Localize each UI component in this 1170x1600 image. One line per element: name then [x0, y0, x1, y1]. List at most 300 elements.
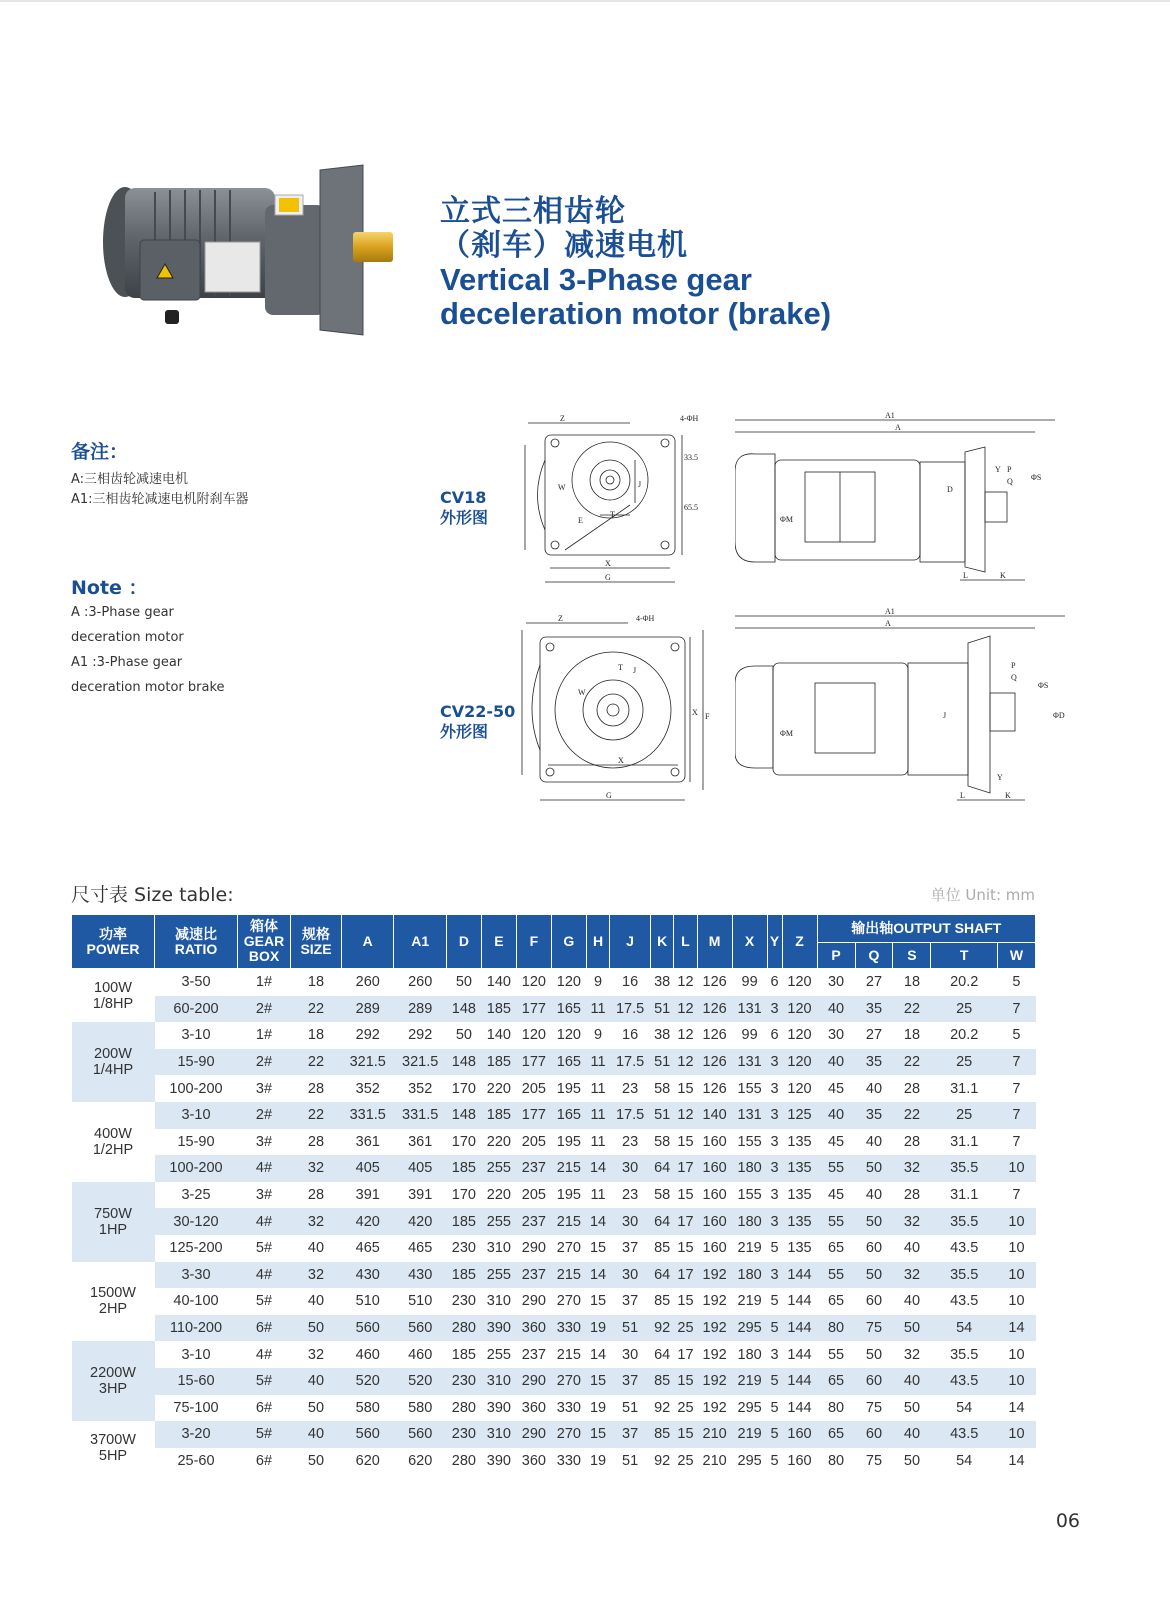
table-cell: 135	[787, 1240, 812, 1257]
table-cell: 25-60	[177, 1452, 215, 1469]
notes-cn	[71, 437, 249, 510]
table-cell: 14	[589, 1346, 607, 1363]
power-cell	[72, 1421, 155, 1474]
table-cell: 12	[674, 1049, 697, 1076]
table-cell: 40	[865, 1187, 883, 1204]
table-cell: 520	[394, 1368, 446, 1395]
table-cell: 32	[893, 1262, 931, 1289]
table-cell: 460	[408, 1346, 433, 1363]
table-cell: 205	[521, 1133, 546, 1150]
table-row	[72, 1022, 1036, 1049]
dim-d-2: ΦD	[1053, 711, 1065, 720]
table-cell: 31.1	[950, 1187, 979, 1204]
table-cell: 2#	[238, 1102, 291, 1129]
table-cell: 30	[827, 974, 845, 991]
table-cell: 215	[551, 1262, 586, 1289]
table-cell: 260	[408, 974, 433, 991]
table-cell: 22	[893, 1049, 931, 1076]
table-cell: 65	[817, 1421, 855, 1448]
notes-en	[71, 573, 225, 700]
notes-en-line3: A1 :3-Phase gear	[71, 655, 183, 670]
table-cell: 35	[855, 996, 893, 1023]
table-cell: 64	[650, 1155, 673, 1182]
table-cell: 520	[342, 1368, 394, 1395]
table-cell: 2#	[238, 1049, 291, 1076]
power-watts: 400W	[94, 1125, 132, 1142]
dim-k-2: K	[1005, 791, 1011, 800]
table-cell: 289	[342, 996, 394, 1023]
table-cell: 4#	[255, 1346, 273, 1363]
table-cell: 360	[521, 1452, 546, 1469]
table-cell: 185	[446, 1155, 481, 1182]
table-row	[72, 1075, 1036, 1102]
table-cell: 255	[481, 1155, 516, 1182]
dim-a1: A1	[885, 412, 895, 420]
power-hp: 1/2HP	[92, 1141, 134, 1158]
power-watts: 750W	[94, 1205, 132, 1222]
table-row	[72, 1182, 1036, 1209]
table-cell: 237	[516, 1262, 551, 1289]
table-cell: 3-10	[181, 1346, 211, 1363]
table-row	[72, 969, 1036, 996]
table-cell: 560	[394, 1421, 446, 1448]
table-cell: 30-120	[155, 1208, 238, 1235]
table-row	[72, 1155, 1036, 1182]
table-cell: 25	[931, 1049, 997, 1076]
table-cell: 3-50	[181, 974, 211, 991]
table-cell: 32	[307, 1346, 325, 1363]
table-cell: 37	[610, 1368, 651, 1395]
table-cell: 405	[342, 1155, 394, 1182]
dim-y-2: Y	[997, 773, 1003, 782]
table-cell: 290	[521, 1240, 546, 1257]
table-cell: 51	[650, 1102, 673, 1129]
table-cell: 7	[1012, 1133, 1021, 1150]
table-cell: 99	[741, 974, 758, 991]
table-cell: 160	[702, 1133, 727, 1150]
table-cell: 100-200	[155, 1155, 238, 1182]
table-cell: 390	[486, 1399, 511, 1416]
table-cell: 140	[486, 974, 511, 991]
table-cell: 219	[732, 1421, 767, 1448]
header-power: 功率 POWER	[72, 915, 155, 969]
table-cell: 25	[677, 1452, 694, 1469]
table-cell: 28	[307, 1187, 325, 1204]
table-cell: 40	[893, 1368, 931, 1395]
table-cell: 391	[355, 1187, 380, 1204]
dim-a-2: A	[885, 619, 891, 628]
table-cell: 205	[521, 1187, 546, 1204]
table-cell: 40	[307, 1293, 325, 1310]
notes-en-line4: deceration motor brake	[71, 680, 225, 695]
dim-q: Q	[1007, 477, 1013, 486]
table-cell: 15	[589, 1293, 607, 1310]
header-col-j: J	[610, 915, 651, 969]
table-cell: 35	[855, 1049, 893, 1076]
table-cell: 185	[451, 1346, 476, 1363]
table-cell: 360	[521, 1399, 546, 1416]
dim-w-2: W	[578, 688, 586, 697]
table-cell: 205	[521, 1080, 546, 1097]
table-cell: 270	[551, 1368, 586, 1395]
table-cell: 92	[654, 1399, 671, 1416]
table-cell: 22	[291, 1049, 342, 1076]
dim-m-2: ΦM	[780, 729, 793, 738]
table-cell: 3	[767, 1262, 782, 1289]
table-cell: 5	[767, 1315, 782, 1342]
table-cell: 310	[481, 1368, 516, 1395]
table-cell: 148	[446, 1102, 481, 1129]
table-cell: 230	[446, 1368, 481, 1395]
product-title	[440, 195, 831, 331]
table-cell: 7	[997, 1102, 1035, 1129]
table-cell: 23	[622, 1187, 639, 1204]
table-cell: 120	[787, 1027, 812, 1044]
cv22-model: CV22-50	[440, 702, 516, 721]
header-col-q: Q	[855, 943, 893, 969]
table-cell: 4#	[238, 1208, 291, 1235]
table-cell: 430	[342, 1262, 394, 1289]
table-cell: 28	[903, 1080, 921, 1097]
table-cell: 120	[787, 1080, 812, 1097]
header-col-x: X	[732, 915, 767, 969]
table-cell: 5	[767, 1421, 782, 1448]
header-col-h: H	[586, 915, 609, 969]
table-cell: 330	[551, 1315, 586, 1342]
table-cell: 18	[903, 1027, 921, 1044]
dim-x-v: X	[692, 708, 698, 717]
title-en-line2: deceleration motor (brake)	[440, 296, 832, 331]
table-cell: 14	[586, 1262, 609, 1289]
table-cell: 192	[702, 1293, 727, 1310]
dim-y: Y	[995, 465, 1001, 474]
table-cell: 51	[650, 996, 673, 1023]
table-cell: 290	[516, 1368, 551, 1395]
table-cell: 5	[767, 1368, 782, 1395]
table-cell: 3#	[255, 1080, 273, 1097]
table-cell: 15-90	[177, 1133, 215, 1150]
table-row	[72, 1262, 1036, 1289]
table-cell: 620	[408, 1452, 433, 1469]
table-cell: 43.5	[950, 1240, 979, 1257]
table-cell: 5#	[255, 1240, 273, 1257]
table-cell: 3	[770, 1133, 779, 1150]
table-cell: 510	[408, 1293, 433, 1310]
header-col-m: M	[697, 915, 732, 969]
table-cell: 50	[455, 1027, 472, 1044]
table-cell: 32	[291, 1262, 342, 1289]
table-cell: 255	[486, 1346, 511, 1363]
table-cell: 40	[291, 1421, 342, 1448]
table-cell: 50	[903, 1399, 921, 1416]
table-cell: 28	[903, 1133, 921, 1150]
table-cell: 390	[486, 1452, 511, 1469]
dim-a: A	[895, 423, 901, 432]
table-cell: 210	[702, 1452, 727, 1469]
table-cell: 160	[697, 1208, 732, 1235]
table-cell: 22	[291, 1102, 342, 1129]
header-ratio: 减速比 RATIO	[155, 915, 238, 969]
table-cell: 15	[677, 1133, 694, 1150]
table-cell: 5	[770, 1399, 779, 1416]
table-cell: 38	[654, 1027, 671, 1044]
table-cell: 165	[551, 1102, 586, 1129]
table-cell: 361	[355, 1133, 380, 1150]
table-cell: 40	[291, 1368, 342, 1395]
table-cell: 10	[1008, 1293, 1025, 1310]
table-cell: 195	[556, 1080, 581, 1097]
power-cell	[72, 1182, 155, 1262]
table-cell: 54	[931, 1315, 997, 1342]
table-cell: 14	[1008, 1399, 1025, 1416]
table-cell: 85	[650, 1421, 673, 1448]
table-cell: 85	[654, 1240, 671, 1257]
table-cell: 30	[610, 1155, 651, 1182]
table-cell: 215	[556, 1346, 581, 1363]
size-table	[71, 914, 1036, 1474]
table-cell: 3-30	[155, 1262, 238, 1289]
table-cell: 510	[355, 1293, 380, 1310]
table-cell: 99	[741, 1027, 758, 1044]
table-cell: 195	[556, 1133, 581, 1150]
table-cell: 50	[307, 1452, 325, 1469]
table-cell: 126	[702, 1080, 727, 1097]
table-cell: 9	[593, 974, 603, 991]
table-cell: 75-100	[173, 1399, 219, 1416]
table-row	[72, 1421, 1036, 1448]
table-cell: 15-90	[155, 1049, 238, 1076]
table-cell: 12	[674, 1102, 697, 1129]
table-cell: 165	[551, 1049, 586, 1076]
table-cell: 237	[521, 1346, 546, 1363]
dim-j-3: J	[943, 711, 947, 720]
table-cell: 58	[654, 1133, 671, 1150]
table-cell: 51	[622, 1452, 639, 1469]
table-cell: 3	[770, 1346, 779, 1363]
table-cell: 15-60	[155, 1368, 238, 1395]
table-cell: 219	[737, 1293, 762, 1310]
table-cell: 125	[782, 1102, 817, 1129]
table-cell: 290	[521, 1293, 546, 1310]
table-cell: 45	[827, 1080, 845, 1097]
table-cell: 3-10	[155, 1102, 238, 1129]
table-cell: 10	[997, 1155, 1035, 1182]
table-row	[72, 1395, 1036, 1422]
table-cell: 15	[677, 1293, 694, 1310]
table-cell: 7	[1012, 1187, 1021, 1204]
table-cell: 390	[481, 1315, 516, 1342]
table-cell: 255	[481, 1262, 516, 1289]
table-cell: 185	[481, 996, 516, 1023]
dim-f: F	[705, 712, 710, 721]
table-cell: 560	[342, 1315, 394, 1342]
table-cell: 144	[787, 1293, 812, 1310]
table-cell: 135	[782, 1208, 817, 1235]
table-cell: 280	[446, 1315, 481, 1342]
power-cell	[72, 1262, 155, 1342]
table-cell: 237	[516, 1155, 551, 1182]
table-cell: 580	[355, 1399, 380, 1416]
table-cell: 352	[408, 1080, 433, 1097]
table-cell: 215	[551, 1155, 586, 1182]
table-cell: 420	[394, 1208, 446, 1235]
page-number: 06	[1055, 1510, 1080, 1532]
table-cell: 40	[817, 1049, 855, 1076]
dim-l-2: L	[960, 791, 965, 800]
table-cell: 126	[702, 974, 727, 991]
header-size: 规格 SIZE	[291, 915, 342, 969]
dim-s: ΦS	[1031, 473, 1042, 482]
table-cell: 15	[589, 1240, 607, 1257]
table-cell: 40-100	[173, 1293, 219, 1310]
table-row	[72, 1315, 1036, 1342]
table-cell: 40	[903, 1240, 921, 1257]
header-col-s: S	[893, 943, 931, 969]
table-cell: 51	[610, 1315, 651, 1342]
table-cell: 58	[654, 1187, 671, 1204]
table-cell: 330	[556, 1399, 581, 1416]
table-cell: 292	[355, 1027, 380, 1044]
table-cell: 140	[486, 1027, 511, 1044]
table-cell: 361	[408, 1133, 433, 1150]
table-cell: 40	[893, 1421, 931, 1448]
table-cell: 25	[931, 1102, 997, 1129]
table-cell: 10	[1008, 1346, 1025, 1363]
table-cell: 420	[342, 1208, 394, 1235]
table-cell: 331.5	[394, 1102, 446, 1129]
table-cell: 192	[702, 1346, 727, 1363]
table-cell: 58	[654, 1080, 671, 1097]
table-cell: 126	[697, 996, 732, 1023]
table-cell: 85	[650, 1368, 673, 1395]
cv22-side-drawing	[735, 608, 1070, 808]
cv22-front-drawing	[518, 615, 718, 810]
table-cell: 5	[770, 1240, 779, 1257]
power-cell	[72, 1102, 155, 1182]
table-cell: 3-25	[181, 1187, 211, 1204]
table-cell: 85	[654, 1293, 671, 1310]
table-cell: 32	[903, 1346, 921, 1363]
table-row	[72, 1129, 1036, 1156]
table-cell: 75	[865, 1399, 883, 1416]
table-cell: 15	[586, 1368, 609, 1395]
table-cell: 9	[593, 1027, 603, 1044]
table-cell: 50	[855, 1155, 893, 1182]
power-hp: 1/8HP	[92, 995, 134, 1012]
table-cell: 295	[737, 1452, 762, 1469]
table-cell: 144	[787, 1346, 812, 1363]
table-cell: 280	[451, 1399, 476, 1416]
table-cell: 12	[677, 974, 694, 991]
table-row	[72, 1208, 1036, 1235]
table-cell: 5	[770, 1452, 779, 1469]
table-cell: 35.5	[931, 1208, 997, 1235]
table-cell: 60	[855, 1421, 893, 1448]
table-cell: 51	[622, 1399, 639, 1416]
table-cell: 55	[817, 1208, 855, 1235]
table-cell: 185	[481, 1049, 516, 1076]
header-col-z: Z	[782, 915, 817, 969]
table-cell: 2#	[238, 996, 291, 1023]
table-cell: 177	[516, 996, 551, 1023]
table-cell: 15	[677, 1240, 694, 1257]
table-cell: 237	[516, 1208, 551, 1235]
table-cell: 620	[355, 1452, 380, 1469]
table-cell: 40	[307, 1240, 325, 1257]
header-col-a: A	[342, 915, 394, 969]
table-cell: 92	[650, 1315, 673, 1342]
table-cell: 40	[865, 1133, 883, 1150]
table-cell: 3	[767, 996, 782, 1023]
dim-j: J	[638, 480, 642, 489]
header-col-p: P	[817, 943, 855, 969]
table-cell: 17.5	[610, 1049, 651, 1076]
table-cell: 185	[446, 1262, 481, 1289]
table-cell: 155	[737, 1187, 762, 1204]
table-cell: 65	[827, 1240, 845, 1257]
dim-t-2: T	[618, 663, 623, 672]
table-row	[72, 1288, 1036, 1315]
table-cell: 3	[770, 1187, 779, 1204]
table-cell: 321.5	[342, 1049, 394, 1076]
dim-e: E	[578, 516, 583, 525]
notes-en-line2: deceration motor	[71, 630, 184, 645]
table-cell: 6	[770, 974, 779, 991]
table-cell: 19	[589, 1399, 607, 1416]
table-cell: 17.5	[610, 996, 651, 1023]
table-cell: 64	[650, 1262, 673, 1289]
cv18-front-drawing	[520, 415, 710, 595]
table-cell: 20.2	[950, 1027, 979, 1044]
power-watts: 2200W	[90, 1365, 136, 1382]
table-cell: 120	[556, 1027, 581, 1044]
table-cell: 51	[650, 1049, 673, 1076]
table-cell: 120	[521, 1027, 546, 1044]
table-cell: 54	[956, 1399, 973, 1416]
table-cell: 38	[654, 974, 671, 991]
table-cell: 5	[1012, 974, 1021, 991]
table-row	[72, 1341, 1036, 1368]
table-cell: 185	[446, 1208, 481, 1235]
table-cell: 1#	[255, 974, 273, 991]
table-cell: 180	[737, 1346, 762, 1363]
table-cell: 80	[827, 1399, 845, 1416]
dim-p: P	[1007, 465, 1012, 474]
table-cell: 331.5	[342, 1102, 394, 1129]
table-cell: 54	[956, 1452, 973, 1469]
table-cell: 126	[702, 1027, 727, 1044]
table-cell: 50	[865, 1346, 883, 1363]
table-cell: 7	[997, 996, 1035, 1023]
title-en-line1: Vertical 3-Phase gear	[440, 262, 752, 297]
table-cell: 177	[516, 1049, 551, 1076]
table-cell: 560	[342, 1421, 394, 1448]
table-cell: 120	[521, 974, 546, 991]
cv18-caption: 外形图	[440, 508, 489, 527]
table-cell: 260	[355, 974, 380, 991]
table-cell: 75	[855, 1315, 893, 1342]
dim-g-2: G	[606, 791, 612, 800]
table-cell: 45	[827, 1187, 845, 1204]
table-row	[72, 996, 1036, 1023]
power-hp: 1/4HP	[92, 1062, 134, 1079]
top-rule	[0, 0, 1170, 2]
dim-z: Z	[560, 415, 565, 423]
power-hp: 1HP	[98, 1221, 128, 1238]
table-cell: 5#	[255, 1293, 273, 1310]
table-cell: 31.1	[950, 1080, 979, 1097]
table-cell: 160	[787, 1452, 812, 1469]
